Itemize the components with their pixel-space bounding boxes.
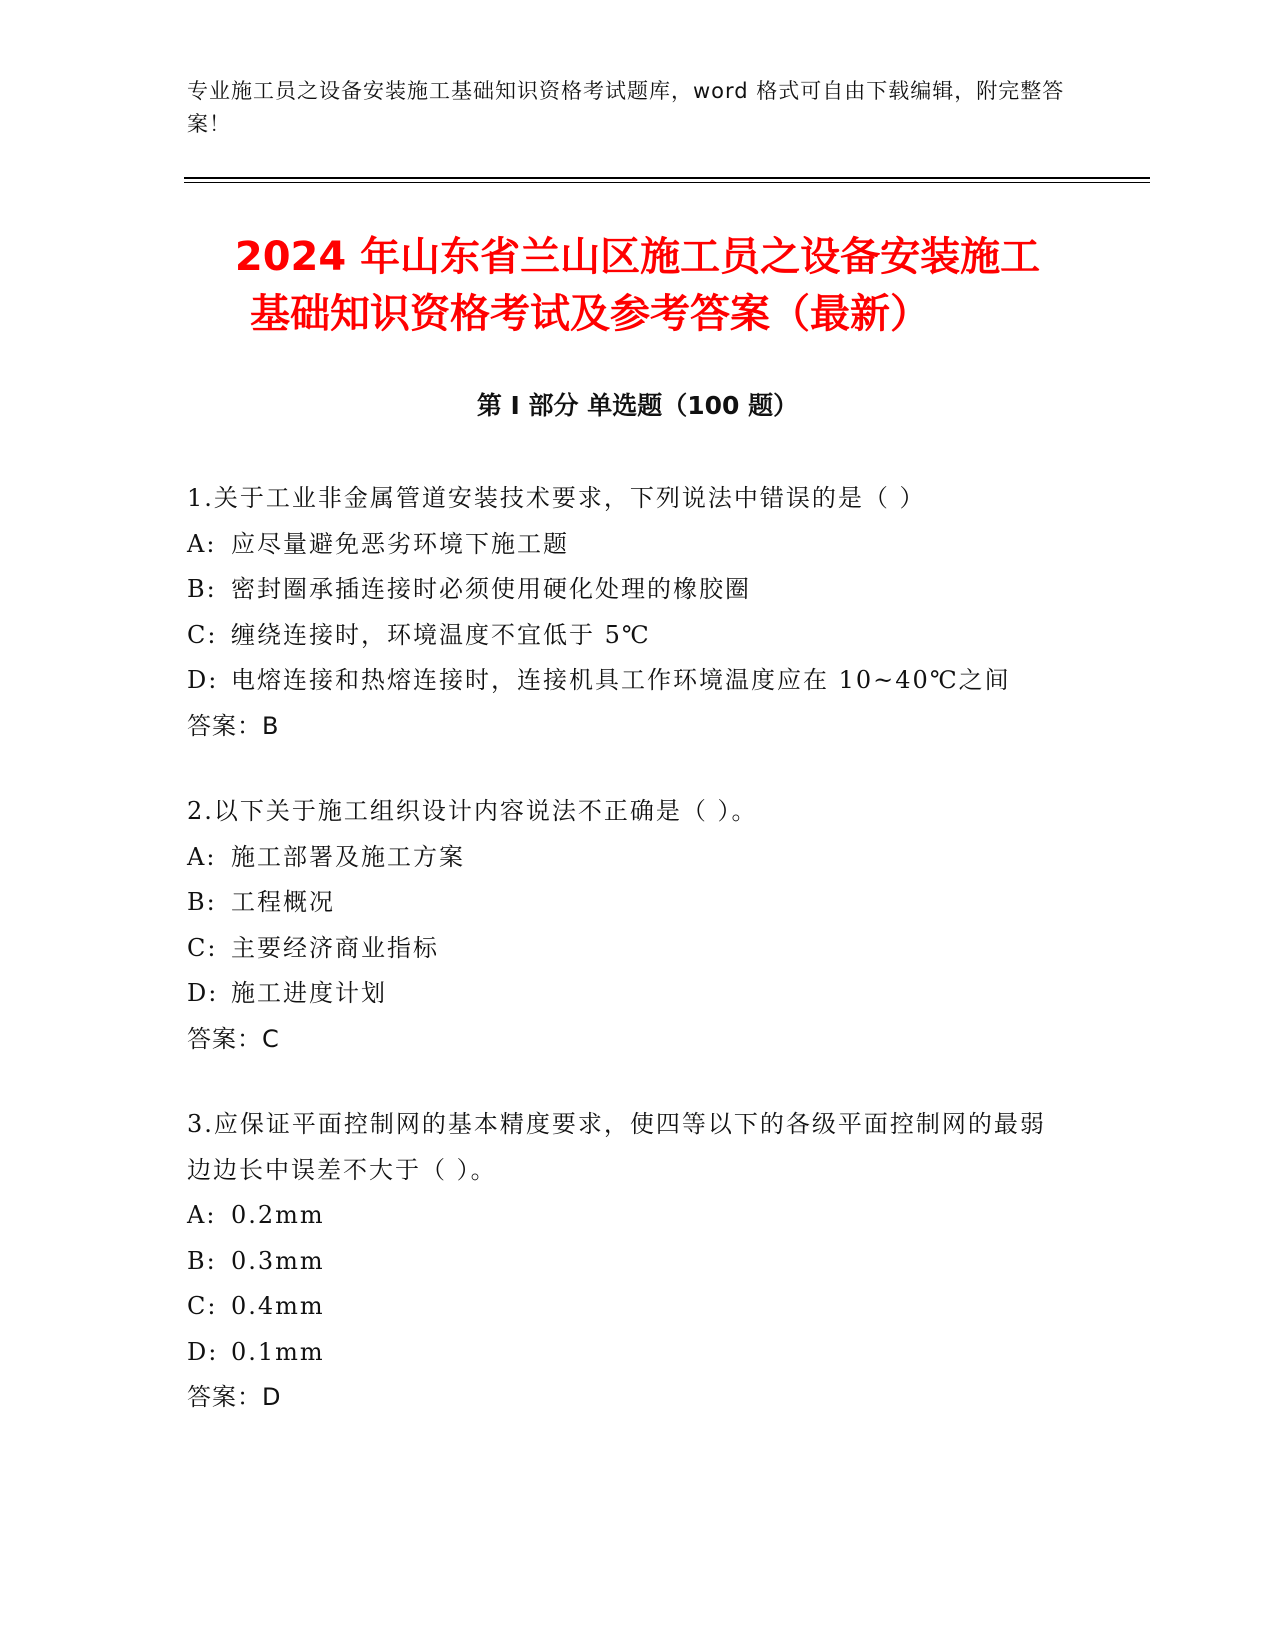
- option-c: [187, 1284, 1087, 1330]
- option-text: 电熔连接和热熔连接时，连接机具工作环境温度应在 10~40℃之间: [231, 666, 1011, 694]
- option-b: [187, 880, 1087, 926]
- header-divider-thick: [184, 177, 1150, 179]
- option-label: B:: [187, 1246, 217, 1275]
- option-text: 0.2mm: [231, 1201, 325, 1229]
- option-label: A:: [187, 1201, 217, 1229]
- option-label: B:: [187, 575, 217, 603]
- option-label: D:: [187, 979, 219, 1007]
- option-text: 0.3mm: [231, 1246, 325, 1275]
- answer: 答案：D: [187, 1383, 282, 1411]
- option-a: [187, 835, 1087, 881]
- option-label: A:: [187, 529, 217, 558]
- document-title-line-2: 基础知识资格考试及参考答案（最新）: [250, 291, 930, 337]
- answer: 答案：C: [187, 1024, 280, 1053]
- header-divider-thin: [184, 182, 1150, 183]
- question-1: [187, 476, 1087, 749]
- question-stem: 2.以下关于施工组织设计内容说法不正确是（ ）。: [187, 797, 758, 825]
- option-a: [187, 1193, 1087, 1239]
- option-c: [187, 613, 1087, 659]
- question-stem: 1.关于工业非金属管道安装技术要求，下列说法中错误的是（ ）: [187, 484, 926, 512]
- answer: 答案：B: [187, 711, 280, 740]
- option-text: 主要经济商业指标: [231, 933, 439, 962]
- option-d: [187, 1330, 1087, 1376]
- option-d: [187, 658, 1087, 704]
- question-2: [187, 789, 1087, 1062]
- section-heading: 第 I 部分 单选题（100 题）: [476, 391, 799, 420]
- option-label: D:: [187, 1337, 219, 1366]
- option-text: 施工进度计划: [231, 979, 387, 1007]
- option-d: [187, 971, 1087, 1017]
- option-text: 0.4mm: [231, 1292, 325, 1320]
- option-text: 工程概况: [231, 888, 335, 916]
- header-note: 专业施工员之设备安装施工基础知识资格考试题库，word 格式可自由下载编辑，附完整答案！: [187, 79, 1065, 136]
- option-text: 缠绕连接时，环境温度不宜低于 5℃: [231, 620, 651, 649]
- option-a: [187, 522, 1087, 568]
- option-text: 0.1mm: [231, 1337, 325, 1366]
- option-label: A:: [187, 842, 217, 871]
- document-title-line-1: 2024 年山东省兰山区施工员之设备安装施工: [234, 234, 1041, 280]
- option-label: D:: [187, 666, 219, 694]
- option-text: 密封圈承插连接时必须使用硬化处理的橡胶圈: [231, 575, 751, 603]
- option-label: B:: [187, 888, 217, 916]
- option-text: 施工部署及施工方案: [231, 842, 465, 871]
- option-label: C:: [187, 620, 218, 649]
- option-label: C:: [187, 933, 218, 962]
- question-stem: 3.应保证平面控制网的基本精度要求，使四等以下的各级平面控制网的最弱边边长中误差不大于（ ）。: [187, 1110, 1046, 1184]
- question-list: [187, 476, 1087, 1461]
- option-b: [187, 567, 1087, 613]
- option-b: [187, 1239, 1087, 1285]
- question-3: [187, 1102, 1087, 1421]
- option-text: 应尽量避免恶劣环境下施工题: [231, 529, 569, 558]
- option-label: C:: [187, 1292, 218, 1320]
- option-c: [187, 926, 1087, 972]
